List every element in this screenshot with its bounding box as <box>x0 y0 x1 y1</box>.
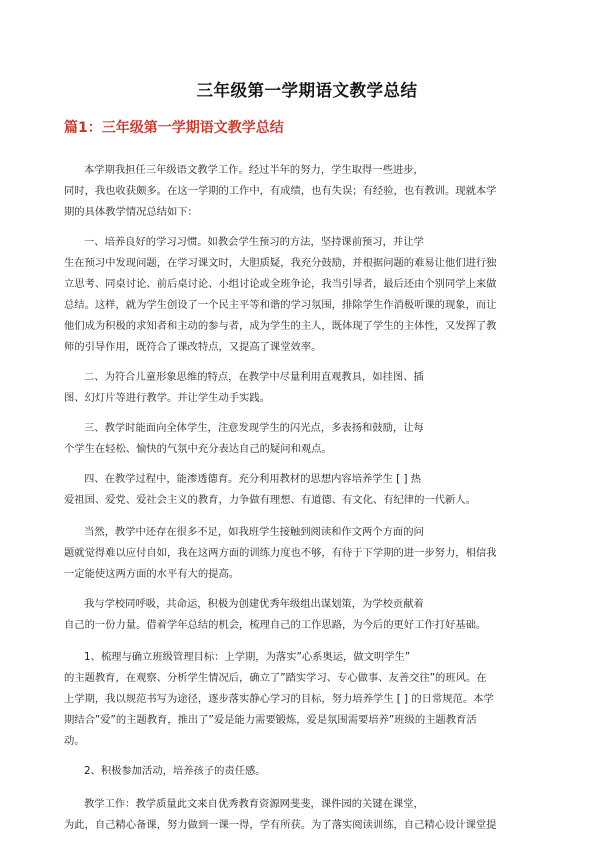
paragraph-line: 四、在教学过程中，能渗透德育。充分利用教材的思想内容培养学生 [ ] 热 <box>84 473 422 485</box>
paragraph <box>64 469 550 511</box>
paragraph-line: 总结。这样，就为学生创设了一个民主平等和谐的学习氛围，排除学生作消极听课的现象，而让 <box>64 299 497 311</box>
document-title: 三年级第一学期语文教学总结 <box>196 81 418 100</box>
paragraph <box>64 594 550 636</box>
paragraph-line: 本学期我担任三年级语文教学工作。经过半年的努力，学生取得一些进步， <box>84 164 424 176</box>
paragraph-line: 当然，教学中还存在很多不足，如我班学生接触到阅读和作文两个方面的问 <box>84 526 424 538</box>
paragraph-line: 期结合”爱”的主题教育，推出了”爱是能力需要锻炼，爱是氛围需要培养”班级的主题教育活 <box>64 714 477 726</box>
paragraph <box>64 232 550 358</box>
paragraph-line: 我与学校同呼吸，共命运，积极为创建优秀年级组出谋划策，为学校贡献着 <box>84 598 424 610</box>
paragraph <box>64 418 550 460</box>
paragraph-line: 同时，我也收获颇多。在这一学期的工作中，有成绩，也有失误；有经验，也有教训。现就本学 <box>64 185 497 197</box>
paragraph <box>64 367 550 409</box>
paragraph-line: 生在预习中发现问题，在学习课文时，大胆质疑，我充分鼓励，并根据问题的难易让他们进行独 <box>64 257 497 269</box>
paragraph <box>64 522 550 585</box>
paragraph-line: 期的具体教学情况总结如下： <box>64 206 198 218</box>
paragraph-line: 爱祖国、爱党、爱社会主义的教育，力争做有理想、有道德、有文化、有纪律的一代新人。 <box>64 494 476 506</box>
paragraph-line: 为此，自己精心备课，努力做到一课一得，学有所获。为了落实阅读训练，自己精心设计课堂提 <box>64 819 497 831</box>
paragraph-line: 一定能使这两方面的水平有大的提高。 <box>64 568 240 580</box>
paragraph-line: 题就觉得难以应付自如，我在这两方面的训练力度也不够，有待于下学期的进一步努力，相信我 <box>64 547 497 559</box>
paragraph-line: 2、积极参加活动，培养孩子的责任感。 <box>84 765 266 777</box>
paragraph-line: 立思考、同桌讨论、前后桌讨论、小组讨论或全班争论，我当引导者，最后还由个别同学上来做 <box>64 278 497 290</box>
paragraph-line: 自己的一份力量。借着学年总结的机会，梳理自己的工作思路，为今后的更好工作打好基础。 <box>64 619 487 631</box>
paragraph-line: 二、为符合儿童形象思维的特点，在教学中尽量利用直观教具，如挂图、插 <box>84 371 424 383</box>
paragraph <box>64 160 550 223</box>
paragraph <box>64 761 550 782</box>
paragraph-line: 一、培养良好的学习习惯。如教会学生预习的方法，坚持课前预习，并让学 <box>84 236 424 248</box>
paragraph-line: 的主题教育，在观察、分析学生情况后，确立了”踏实学习、专心做事、友善交往”的班风。在 <box>64 672 487 684</box>
paragraph-line: 师的引导作用，既符合了课改特点，又提高了课堂效率。 <box>64 341 322 353</box>
paragraph-line: 图、幻灯片等进行教学。并让学生动手实践。 <box>64 392 270 404</box>
paragraph-line: 个学生在轻松、愉快的气氛中充分表达自己的疑问和观点。 <box>64 443 332 455</box>
paragraph <box>64 647 550 752</box>
paragraph-line: 他们成为积极的求知者和主动的参与者，成为学生的主人，既体现了学生的主体性，又发挥了教 <box>64 320 497 332</box>
paragraph-line: 动。 <box>64 735 85 747</box>
paragraph-line: 教学工作：教学质量此文来自优秀教育资源网斐斐，课件园的关键在课堂， <box>84 798 424 810</box>
paragraph-line: 1、梳理与确立班级管理目标：上学期，为落实”心系奥运，做文明学生” <box>84 651 411 663</box>
document-body <box>64 160 550 836</box>
section-subtitle: 篇1：三年级第一学期语文教学总结 <box>64 120 284 136</box>
paragraph-line: 三、教学时能面向全体学生，注意发现学生的闪光点，多表扬和鼓励，让每 <box>84 422 424 434</box>
paragraph <box>64 794 550 836</box>
paragraph-line: 上学期，我以规范书写为途径，逐步落实静心学习的目标，努力培养学生 [ ] 的日常规范。本学 <box>64 693 494 705</box>
